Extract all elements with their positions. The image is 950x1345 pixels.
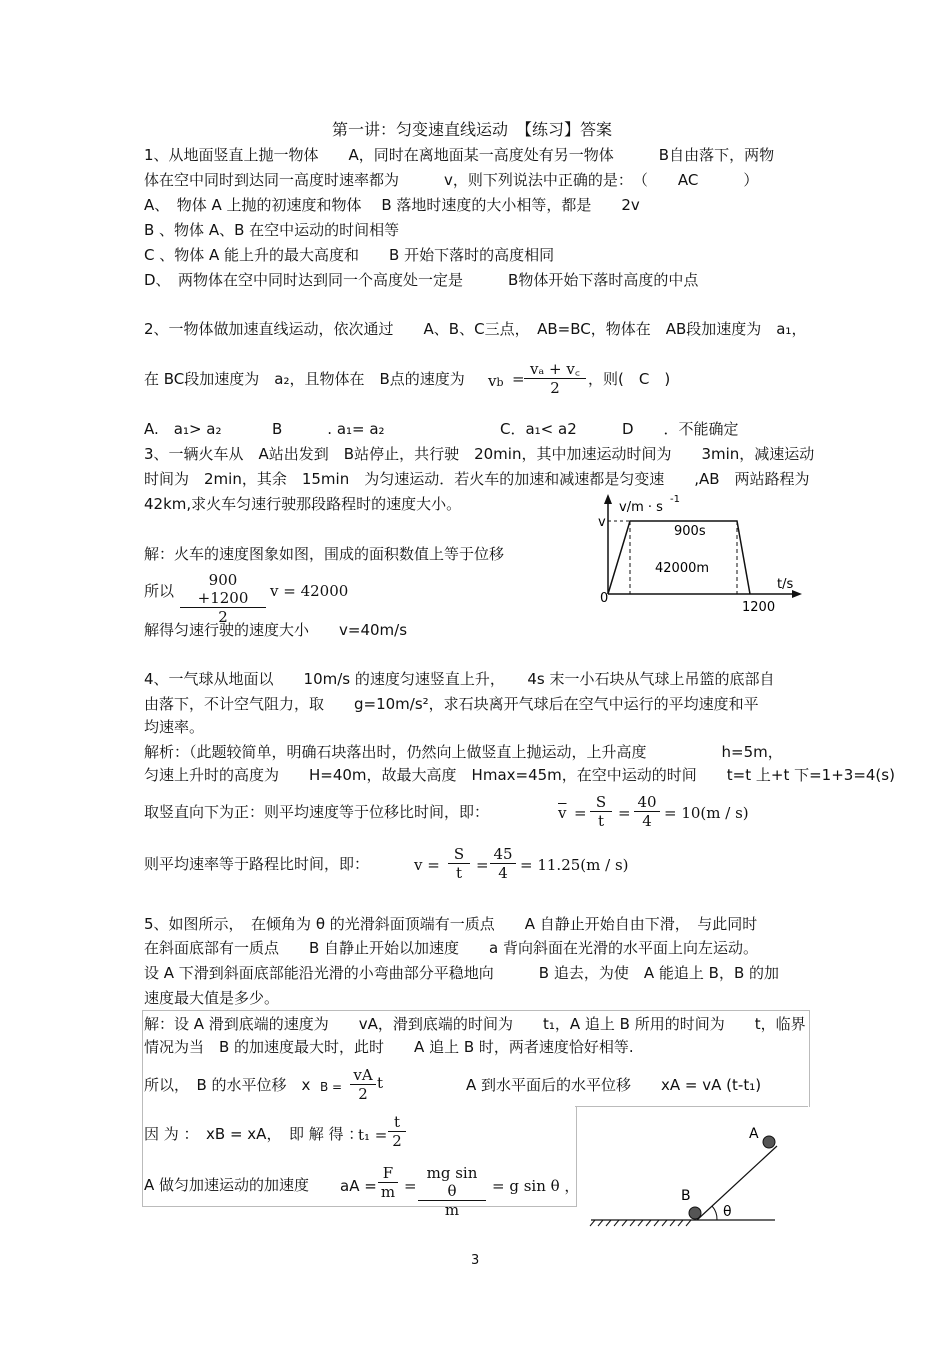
- q5-solution-2: 情况为当 B 的加速度最大时，此时 A 追上 B 时，两者速度恰好相等.: [144, 1038, 634, 1056]
- q4-average-speed-symbol: v =: [414, 856, 440, 874]
- q4-fraction-3: [448, 845, 470, 882]
- q5-xb-t: t: [377, 1074, 384, 1092]
- q1-option-c: C 、物体 A 能上升的最大高度和 B 开始下落时的高度相同: [144, 246, 555, 264]
- q4-line3: 均速率。: [144, 718, 205, 736]
- q2-line2-suffix: ，则( C ): [588, 370, 671, 388]
- q3-fraction: [180, 571, 266, 626]
- graph-area-label: 42000m: [655, 561, 710, 576]
- q5-acceleration-result: = g sin θ ，: [492, 1177, 580, 1195]
- incline-figure: [585, 1120, 785, 1228]
- q3-solution-2-prefix: 所以: [144, 582, 175, 600]
- q5-fraction-f-den: m: [380, 1183, 396, 1201]
- q5-fraction-t1: [388, 1113, 406, 1150]
- q5-fraction-f: [378, 1164, 398, 1201]
- q4-line2: 由落下，不计空气阻力，取 g=10m/s²，求石块离开气球后在空气中运行的平均速度和平: [144, 695, 759, 713]
- q5-fraction-f-num: F: [378, 1164, 398, 1183]
- q5-line1: 5、如图所示， 在倾角为 θ 的光滑斜面顶端有一质点 A 自静止开始自由下滑， 与此同时: [144, 915, 758, 933]
- q2-option-d: D ．不能确定: [622, 420, 739, 438]
- q4-line1: 4、一气球从地面以 10m/s 的速度匀速竖直上升， 4s 末一小石块从气球上吊篮的底部自: [144, 670, 775, 688]
- q4-fraction-1: [590, 793, 612, 830]
- graph-top-label: 900s: [674, 524, 706, 539]
- q4-fraction-2: [634, 793, 660, 830]
- q1-line2: 体在空中同时到达同一高度时速率都为 v，则下列说法中正确的是： （ AC ）: [144, 171, 759, 189]
- q4-fraction-3-num: S: [448, 845, 470, 864]
- q5-fraction-mg: [418, 1164, 486, 1219]
- q4-fraction-2-num: 40: [634, 793, 660, 812]
- page-number: 3: [471, 1253, 480, 1268]
- q4-eq-2: =: [618, 804, 631, 822]
- graph-y-arrow: [604, 494, 612, 504]
- q4-fraction-2-den: 4: [642, 812, 652, 830]
- graph-x-end-label: 1200: [742, 600, 776, 615]
- q5-solution-3-prefix: 所以， B 的水平位移 x: [144, 1076, 311, 1094]
- q5-xb-sub: B =: [320, 1080, 343, 1094]
- ground-hatch: [590, 1220, 691, 1226]
- q4-average-velocity-symbol: $\overline{v}$: [558, 804, 567, 822]
- q4-fraction-4-den: 4: [498, 864, 508, 882]
- label-a: A: [749, 1126, 759, 1142]
- label-b: B: [681, 1188, 691, 1204]
- q5-solution-5-prefix: A 做匀加速运动的加速度: [144, 1176, 310, 1194]
- q4-fraction-3-den: t: [455, 864, 463, 882]
- page-title: 第一讲：匀变速直线运动 【练习】答案: [332, 120, 613, 139]
- q5-line4: 速度最大值是多少。: [144, 989, 280, 1007]
- q3-solution-2-suffix: v = 42000: [270, 582, 349, 600]
- q1-line1: 1、从地面竖直上抛一物体 A，同时在离地面某一高度处有另一物体 B自由落下，两物: [144, 146, 775, 164]
- graph-x-label: t/s: [777, 577, 794, 592]
- q4-fraction-1-num: S: [590, 793, 612, 812]
- q5-fraction-t1-den: 2: [392, 1132, 402, 1150]
- q4-solution-1: 解析：（此题较简单，明确石块落出时，仍然向上做竖直上抛运动，上升高度 h=5m，: [144, 743, 783, 761]
- velocity-time-graph: [592, 490, 810, 618]
- q5-solution-1: 解：设 A 滑到底端的速度为 vA，滑到底端的时间为 t₁，A 追上 B 所用的时间为 t，临界: [144, 1015, 806, 1033]
- q1-option-a: A、 物体 A 上抛的初速度和物体 B 落地时速度的大小相等，都是 2v: [144, 196, 640, 214]
- q4-solution-3-prefix: 取竖直向下为正：则平均速度等于位移比时间，即：: [144, 803, 490, 821]
- q2-vb: vb: [488, 372, 504, 390]
- q5-line2: 在斜面底部有一质点 B 自静止开始以加速度 a 背向斜面在光滑的水平面上向左运动。: [144, 939, 759, 957]
- q4-average-speed-result: = 11.25(m / s): [520, 856, 629, 874]
- q3-line1: 3、一辆火车从 A站出发到 B站停止，共行驶 20min，其中加速运动时间为 3min，减速运动: [144, 445, 815, 463]
- q2-fraction: [524, 360, 586, 397]
- q4-eq-3: =: [476, 856, 489, 874]
- q4-solution-2: 匀速上升时的高度为 H=40m，故最大高度 Hmax=45m，在空中运动的时间 t=t 上+t 下=1+3=4(s): [144, 766, 895, 784]
- q2-fraction-denominator: 2: [550, 379, 560, 397]
- particle-a: [763, 1136, 775, 1148]
- q2-line1: 2、一物体做加速直线运动，依次通过 A、B、C三点， AB=BC，物体在 AB段加速度为 a₁，: [144, 320, 807, 338]
- q5-solution-4-prefix: 因 为 ： xB = xA， 即 解 得 ：: [144, 1125, 364, 1143]
- q5-line3: 设 A 下滑到斜面底部能沿光滑的小弯曲部分平稳地向 B 追去，为使 A 能追上 B，B 的加: [144, 964, 780, 982]
- q3-solution-3: 解得匀速行驶的速度大小 v=40m/s: [144, 621, 408, 639]
- angle-arc: [712, 1206, 717, 1220]
- q3-solution-1: 解：火车的速度图象如图，围成的面积数值上等于位移: [144, 545, 505, 563]
- q4-average-velocity-result: = 10(m / s): [664, 804, 749, 822]
- q3-fraction-numerator: 900 +1200: [180, 571, 266, 608]
- q3-line3: 42km,求火车匀速行驶那段路程时的速度大小。: [144, 495, 462, 513]
- graph-v-label: v: [598, 515, 606, 530]
- q5-fraction-xb-den: 2: [358, 1085, 368, 1103]
- q4-solution-4-prefix: 则平均速率等于路程比时间，即：: [144, 855, 370, 873]
- particle-b: [689, 1207, 701, 1219]
- q2-equals: =: [512, 370, 525, 388]
- q2-option-b: B . a₁= a₂: [272, 420, 385, 438]
- incline-surface: [697, 1146, 777, 1220]
- q5-fraction-xb-num: vA: [350, 1066, 376, 1085]
- q4-eq-1: =: [574, 804, 587, 822]
- q5-fraction-t1-num: t: [388, 1113, 406, 1132]
- q5-t1: t₁ =: [358, 1126, 388, 1144]
- q2-line2-prefix: 在 BC段加速度为 a₂，且物体在 B点的速度为: [144, 370, 465, 388]
- q5-solution-box-step: [575, 1106, 808, 1107]
- graph-y-label: v/m · s: [619, 500, 663, 515]
- graph-origin-label: 0: [600, 591, 609, 606]
- q2-option-c: C．a₁< a2: [500, 420, 577, 438]
- graph-x-arrow: [792, 590, 802, 598]
- q1-option-d: D、 两物体在空中同时达到同一个高度处一定是 B物体开始下落时高度的中点: [144, 271, 699, 289]
- q3-fraction-denominator: 2: [218, 608, 228, 626]
- q4-fraction-4: [490, 845, 516, 882]
- q5-solution-3-right: A 到水平面后的水平位移 xA = vA (t-t₁): [466, 1076, 762, 1094]
- q1-option-b: B 、物体 A、B 在空中运动的时间相等: [144, 221, 400, 239]
- q5-fraction-mg-den: m: [444, 1201, 460, 1219]
- q3-line2: 时间为 2min，其余 15min 为匀速运动．若火车的加速和减速都是匀变速 ,AB 两站路程为: [144, 470, 810, 488]
- label-theta: θ: [723, 1204, 732, 1220]
- q2-option-a: A. a₁> a₂: [144, 420, 222, 438]
- q4-fraction-1-den: t: [597, 812, 605, 830]
- q4-fraction-4-num: 45: [490, 845, 516, 864]
- q5-aA: aA =: [340, 1177, 377, 1195]
- q5-fraction-mg-num: mg sin θ: [418, 1164, 486, 1201]
- graph-y-label-exp: -1: [670, 494, 680, 505]
- q5-eq-1: =: [404, 1177, 417, 1195]
- q5-fraction-xb: [350, 1066, 376, 1103]
- q2-fraction-numerator: vₐ + v꜀: [524, 360, 586, 379]
